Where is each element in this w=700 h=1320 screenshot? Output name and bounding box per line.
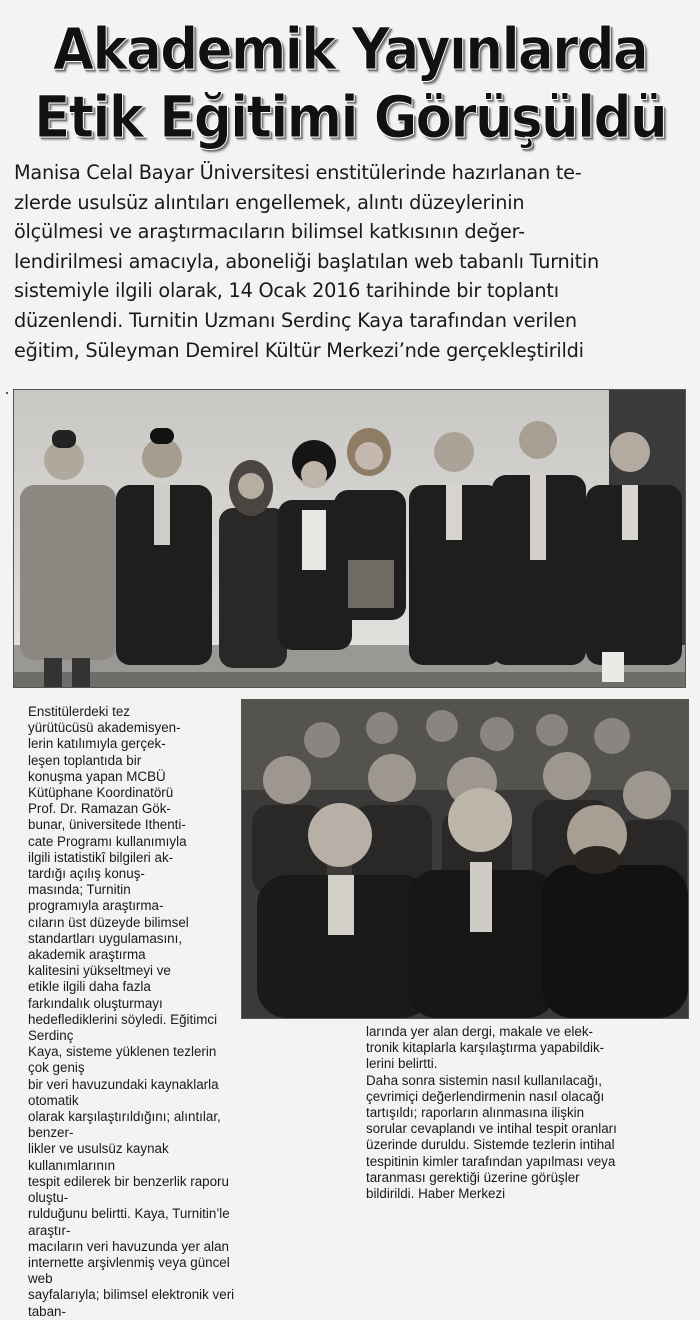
group-photo-illustration	[14, 390, 685, 687]
body-column-right: larında yer alan dergi, makale ve elek- tronik kitaplarla karşılaştırma yapabildik- lerini belirtti. Daha sonra sistemin nasıl kullanılacağı, çevrimiçi değerlendirmenin nasıl olacağı tartışıldı; raporların alınmasına ilişkin sorular cevaplandı ve intihal tespit oranları üzerinde duruldu. Sistemde tezlerin intihal tespitinin kimler tarafından yapılması veya taranması gerektiği üzerine görüşler bildirildi. Haber Merkezi	[366, 1024, 617, 1202]
print-speck	[6, 392, 8, 394]
audience-photo	[241, 699, 689, 1019]
group-photo	[13, 389, 686, 688]
audience-photo-illustration	[242, 700, 688, 1018]
body-column-left: Enstitülerdeki tez yürütücüsü akademisyen- lerin katılımıyla gerçek- leşen toplantıda bir konuşma yapan MCBÜ Kütüphane Koordinatörü Prof. Dr. Ramazan Gök- bunar, üniversitede Ithenti- cate Programı kullanımıyla ilgili istatistikî bilgileri ak- tardığı açılış konuş- masında; Turnitin programıyla araştırma- cıların üst düzeyde bilimsel standartları uygulamasını, akademik araştırma kalitesini yükseltmeyi ve etikle ilgili daha fazla farkındalık oluşturmayı hedeflediklerini söyledi. Eğitimci Serdinç Kaya, sisteme yüklenen tezlerin çok geniş bir veri havuzundaki kaynaklarla otomatik olarak karşılaştırıldığını; alıntılar, benzer- likler ve usulsüz kaynak kullanımlarının tespit edilerek bir benzerlik raporu oluştu- rulduğunu belirtti. Kaya, Turnitin’le araştır- macıların veri havuzunda yer alan internette arşivlenmiş veya güncel web sayfalarıyla; bilimsel elektronik veri taban-	[28, 704, 235, 1319]
lead-paragraph: Manisa Celal Bayar Üniversitesi enstitülerinde hazırlanan te- zlerde usulsüz alıntıları engellemek, alıntı düzeylerinin ölçülmesi ve araştırmacıların bilimsel katkısının değer- lendirilmesi amacıyla, aboneliği başlatılan web tabanlı Turnitin sistemiyle ilgili olarak, 14 Ocak 2016 tarihinde bir toplantı düzenlendi. Turnitin Uzmanı Serdinç Kaya tarafından verilen eğitim, Süleyman Demirel Kültür Merkezi’nde gerçekleştirildi	[14, 161, 600, 362]
headline-line-1: Akademik Yayınlarda	[52, 15, 648, 83]
headline-line-2: Etik Eğitimi Görüşüldü	[33, 83, 667, 151]
